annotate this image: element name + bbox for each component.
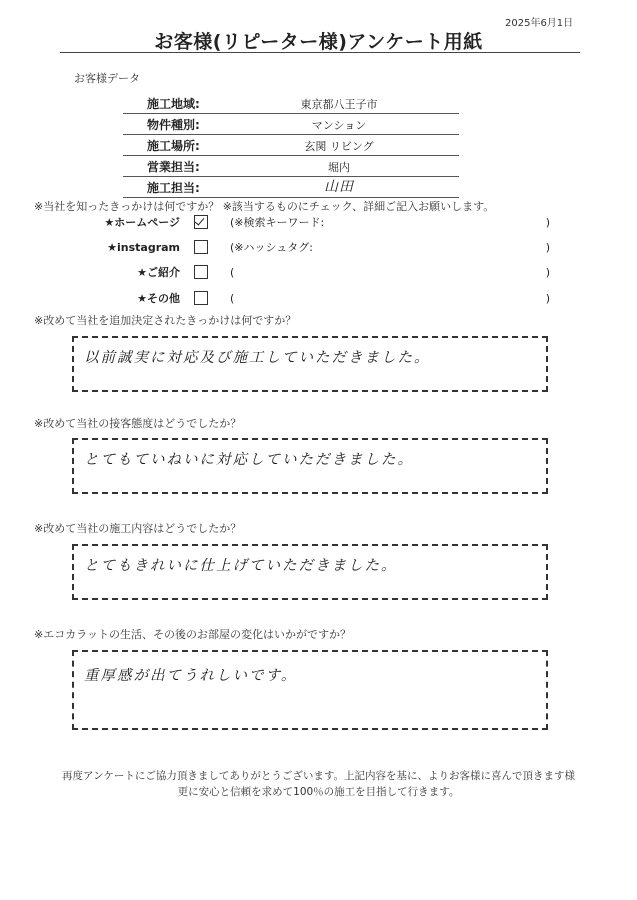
- option-detail: (: [230, 291, 235, 305]
- option-label: ★ホームページ: [104, 216, 180, 229]
- customer-data-label: お客様データ: [74, 72, 140, 85]
- question-heading: ※改めて当社の接客態度はどうでしたか？: [34, 417, 242, 430]
- checkbox[interactable]: [194, 240, 208, 254]
- question-heading: ※エコカラットの生活、その後のお部屋の変化はいかがですか？: [34, 628, 351, 641]
- handwritten-answer: とてもていねいに対応していただきました。: [84, 452, 414, 468]
- source-option-homepage: [80, 209, 550, 235]
- info-value: 堀内: [328, 161, 350, 174]
- customer-data-table: [123, 93, 459, 198]
- closing-message: [0, 768, 637, 800]
- closing-line-2: 更に安心と信頼を求めて100％の施工を目指して行きます。: [177, 786, 460, 798]
- option-detail-close: ): [545, 240, 550, 254]
- info-row-property-type: [123, 114, 459, 135]
- info-label: 物件種別:: [147, 118, 200, 132]
- info-label: 施工地域:: [147, 97, 200, 111]
- option-detail: (※検索キーワード:: [230, 216, 325, 229]
- info-row-sales-rep: [123, 156, 459, 177]
- question-heading: ※改めて当社を追加決定されたきっかけは何ですか？: [34, 314, 297, 327]
- option-detail-close: ): [545, 265, 550, 279]
- option-detail-close: ): [545, 215, 550, 229]
- answer-box[interactable]: [72, 650, 548, 730]
- info-row-installer: [123, 177, 459, 198]
- option-detail-close: ): [545, 291, 550, 305]
- option-label: ★instagram: [107, 240, 180, 254]
- answer-box[interactable]: [72, 544, 548, 600]
- checkbox-checked[interactable]: [194, 215, 208, 229]
- source-question-heading: ※当社を知ったきっかけは何ですか？ ※該当するものにチェック、詳細ご記入お願いします。: [34, 200, 495, 213]
- info-value: 東京都八王子市: [300, 98, 378, 111]
- title-underline: [60, 52, 580, 53]
- handwritten-answer: 以前誠実に対応及び施工していただきました。: [84, 350, 431, 366]
- question-heading: ※改めて当社の施工内容はどうでしたか？: [34, 522, 242, 535]
- answer-box[interactable]: [72, 336, 548, 392]
- handwritten-answer: 重厚感が出てうれしいです。: [84, 668, 298, 684]
- info-row-area: [123, 93, 459, 114]
- option-detail: (※ハッシュタグ:: [230, 241, 313, 254]
- answer-box[interactable]: [72, 438, 548, 494]
- option-detail: (: [230, 265, 235, 279]
- checkbox[interactable]: [194, 291, 208, 305]
- source-option-instagram: [80, 234, 550, 260]
- checkbox[interactable]: [194, 265, 208, 279]
- info-value-handwritten: 山田: [324, 179, 354, 195]
- survey-date: 2025年6月1日: [505, 18, 574, 29]
- option-label: ★その他: [137, 292, 180, 305]
- info-label: 営業担当:: [147, 160, 200, 174]
- option-label: ★ご紹介: [137, 266, 180, 279]
- source-option-other: [80, 285, 550, 311]
- handwritten-answer: とてもきれいに仕上げていただきました。: [84, 558, 398, 574]
- info-value: マンション: [311, 119, 367, 132]
- info-label: 施工場所:: [147, 139, 200, 153]
- info-row-location: [123, 135, 459, 156]
- closing-line-1: 再度アンケートにご協力頂きましてありがとうございます。上記内容を基に、よりお客様に喜んで頂きます様: [61, 770, 576, 782]
- page-title: お客様(リピーター様)アンケート用紙: [154, 31, 483, 53]
- source-option-referral: [80, 259, 550, 285]
- info-label: 施工担当:: [147, 181, 200, 195]
- info-value: 玄関 リビング: [304, 140, 374, 153]
